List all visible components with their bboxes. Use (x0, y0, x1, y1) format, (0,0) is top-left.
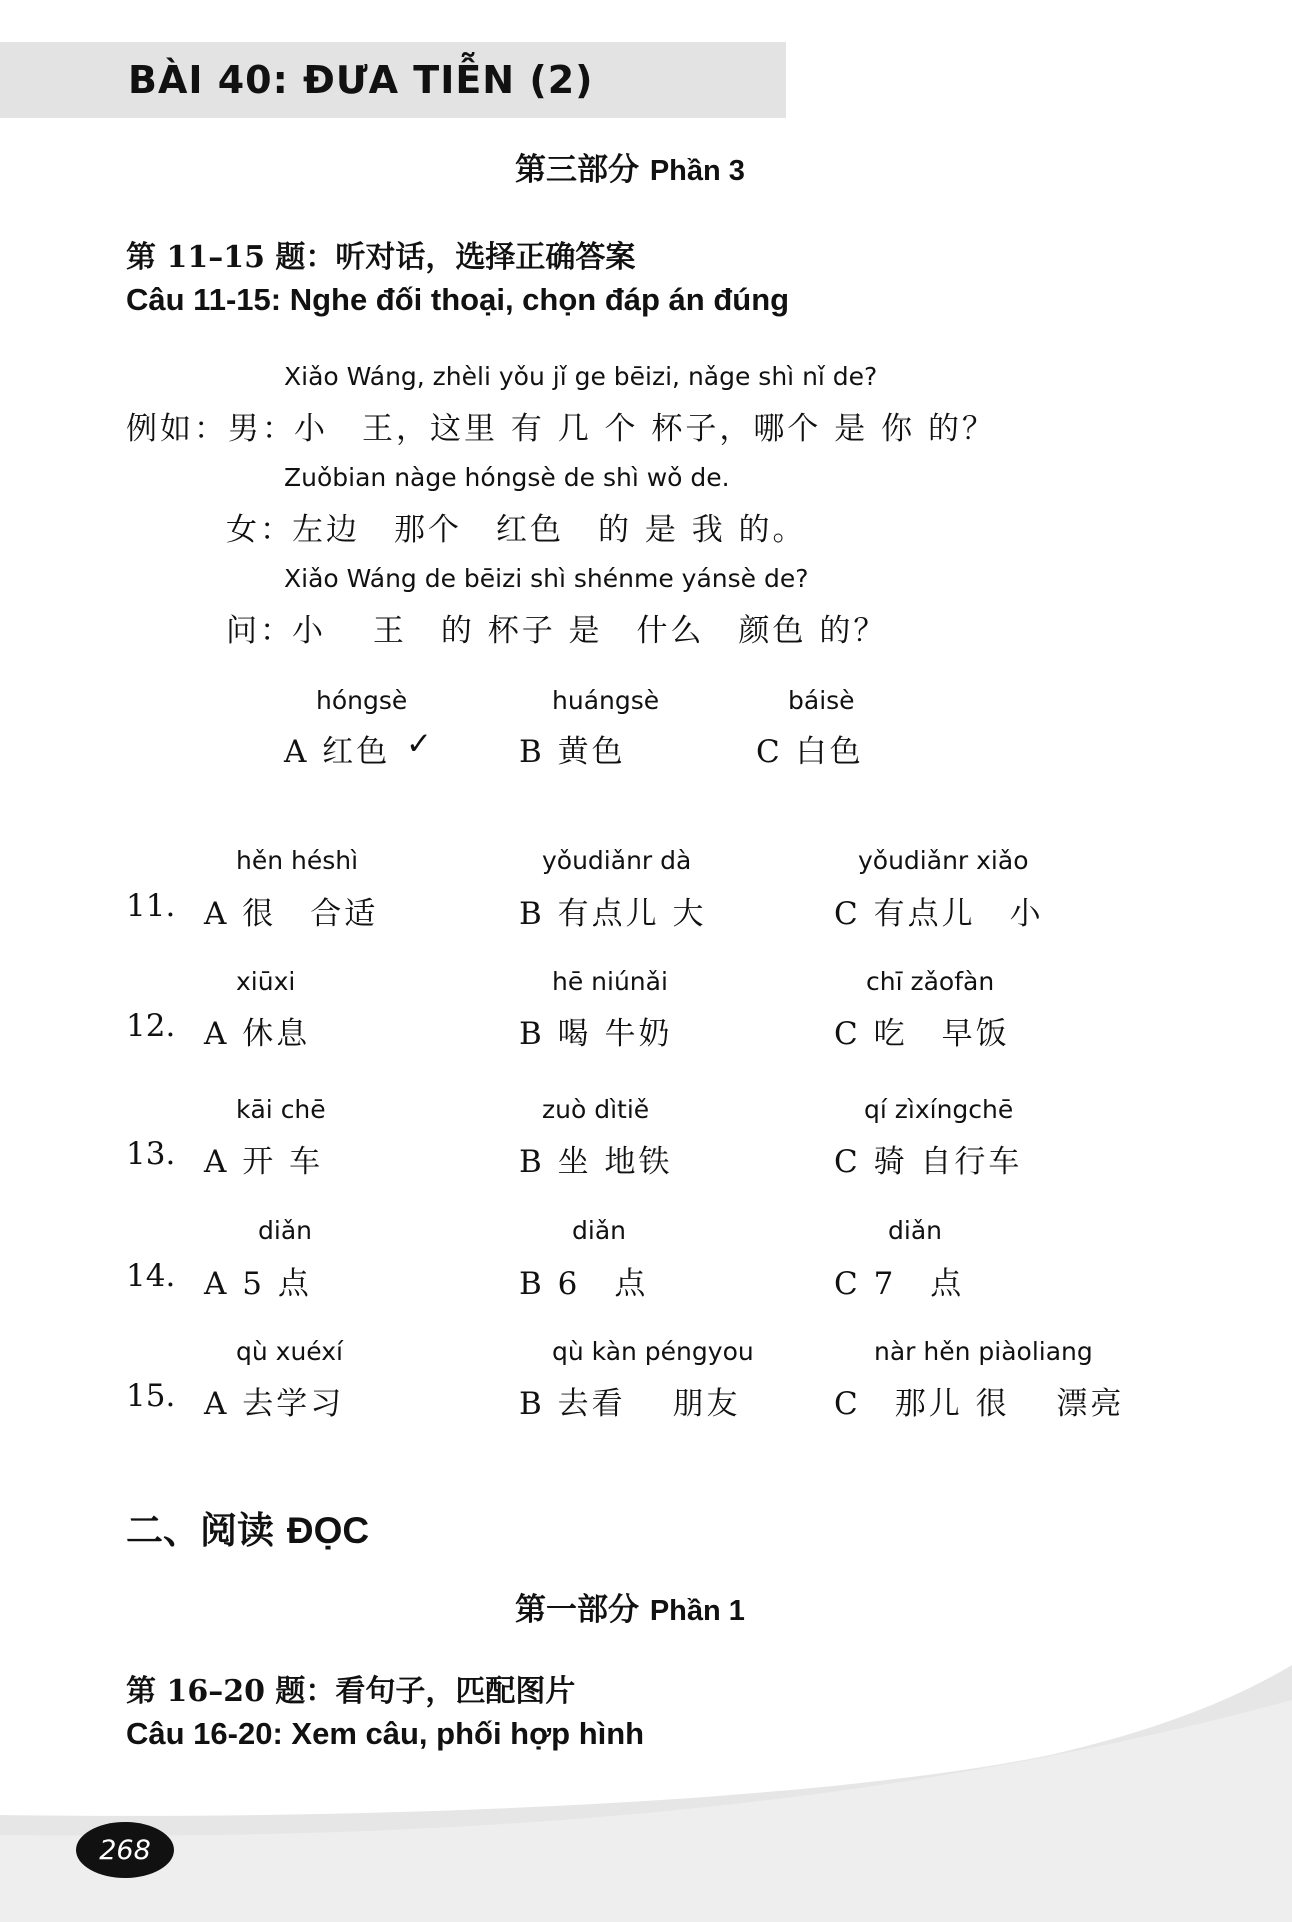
q12-option-a-pinyin: xiūxi (236, 967, 296, 996)
q11-option-b-pinyin: yǒudiǎnr dà (542, 846, 692, 875)
q12-number: 12. (126, 1008, 176, 1044)
q14-option-a: A 5 点 (204, 1266, 312, 1302)
q13-option-b: B 坐 地铁 (519, 1144, 673, 1180)
q12-option-c: C 吃 早饭 (834, 1016, 1010, 1052)
q13-number: 13. (126, 1136, 176, 1172)
q12-option-c-pinyin: chī zǎofàn (866, 967, 995, 996)
q15-number: 15. (126, 1378, 176, 1414)
q14-number: 14. (126, 1258, 176, 1294)
q11-option-a-pinyin: hěn héshì (236, 846, 359, 875)
example-line-3-pinyin: Xiǎo Wáng de bēizi shì shénme yánsè de? (284, 564, 809, 593)
q13-option-c: C 骑 自行车 (834, 1144, 1023, 1180)
q13-option-c-pinyin: qí zìxíngchē (864, 1095, 1014, 1124)
example-line-1-text: 小 王，这里 有 几 个 杯子，哪个 是 你 的？ (294, 411, 996, 447)
part1-heading (0, 1584, 1260, 1629)
q12-option-a: A 休息 (204, 1016, 311, 1052)
q12-option-b-pinyin: hē niúnǎi (552, 967, 668, 996)
reading-section-heading (126, 1500, 369, 1554)
q15-option-a-pinyin: qù xuéxí (236, 1337, 343, 1366)
q14-option-b-pinyin: diǎn (572, 1216, 626, 1245)
example-line-3-speaker: 问： (226, 613, 294, 649)
page-number: 268 (99, 1834, 151, 1866)
reading-section-zh: 二、阅读 (126, 1508, 274, 1552)
reading-section-vi: ĐỌC (286, 1510, 370, 1551)
example-line-3-text: 小 王 的 杯子 是 什么 颜色 的？ (292, 613, 888, 649)
q14-option-b: B 6 点 (519, 1266, 649, 1302)
example-option-b: B 黄色 (519, 734, 626, 770)
q11-option-b: B 有点儿 大 (519, 896, 707, 932)
example-option-a-pinyin: hóngsè (316, 686, 408, 715)
part1-heading-vi: Phần 1 (649, 1595, 745, 1627)
example-option-c-pinyin: báisè (788, 686, 855, 715)
q11-option-c: C 有点儿 小 (834, 896, 1044, 932)
part3-heading (0, 144, 1260, 189)
example-line-2-speaker: 女： (226, 512, 294, 548)
q15-option-c: C 那儿 很 漂亮 (834, 1386, 1125, 1422)
q11-option-a: A 很 合适 (204, 896, 379, 932)
part3-instruction-vi: Câu 11-15: Nghe đối thoại, chọn đáp án đúng (126, 282, 790, 317)
q13-option-a-pinyin: kāi chē (236, 1095, 326, 1124)
part1-heading-zh: 第一部分 (515, 1592, 640, 1628)
example-line-1-pinyin: Xiǎo Wáng, zhèli yǒu jǐ ge bēizi, nǎge shì nǐ de? (284, 362, 878, 391)
q15-option-b-pinyin: qù kàn péngyou (552, 1337, 754, 1366)
part3-instruction-zh: 第 11–15 题：听对话，选择正确答案 (126, 240, 636, 275)
example-line-2-pinyin: Zuǒbian nàge hóngsè de shì wǒ de. (284, 463, 730, 492)
page-corner-swoosh (0, 1640, 1292, 1922)
page-number-badge (76, 1822, 174, 1878)
example-line-1-speaker: 例如：男： (126, 411, 296, 447)
q15-option-a: A 去学习 (204, 1386, 345, 1422)
example-option-c: C 白色 (756, 734, 864, 770)
q11-option-c-pinyin: yǒudiǎnr xiǎo (858, 846, 1029, 875)
example-option-b-pinyin: huángsè (552, 686, 660, 715)
q14-option-c: C 7 点 (834, 1266, 965, 1302)
example-line-2-text: 左边 那个 红色 的 是 我 的。 (292, 512, 807, 548)
part3-heading-vi: Phần 3 (649, 155, 745, 187)
part1-instruction-vi: Câu 16-20: Xem câu, phối hợp hình (126, 1716, 645, 1751)
example-option-a: A 红色 (284, 734, 391, 770)
q11-number: 11. (126, 888, 176, 924)
q15-option-c-pinyin: nàr hěn piàoliang (874, 1337, 1093, 1366)
q13-option-b-pinyin: zuò dìtiě (542, 1095, 650, 1124)
q14-option-c-pinyin: diǎn (888, 1216, 942, 1245)
q13-option-a: A 开 车 (204, 1144, 324, 1180)
q14-option-a-pinyin: diǎn (258, 1216, 312, 1245)
example-option-a-checkmark-icon: ✓ (406, 726, 435, 762)
lesson-title: BÀI 40: ĐƯA TIỄN (2) (128, 58, 594, 102)
part1-instruction-zh: 第 16–20 题：看句子，匹配图片 (126, 1674, 576, 1709)
part3-heading-zh: 第三部分 (515, 152, 640, 188)
q12-option-b: B 喝 牛奶 (519, 1016, 673, 1052)
q15-option-b: B 去看 朋友 (519, 1386, 741, 1422)
